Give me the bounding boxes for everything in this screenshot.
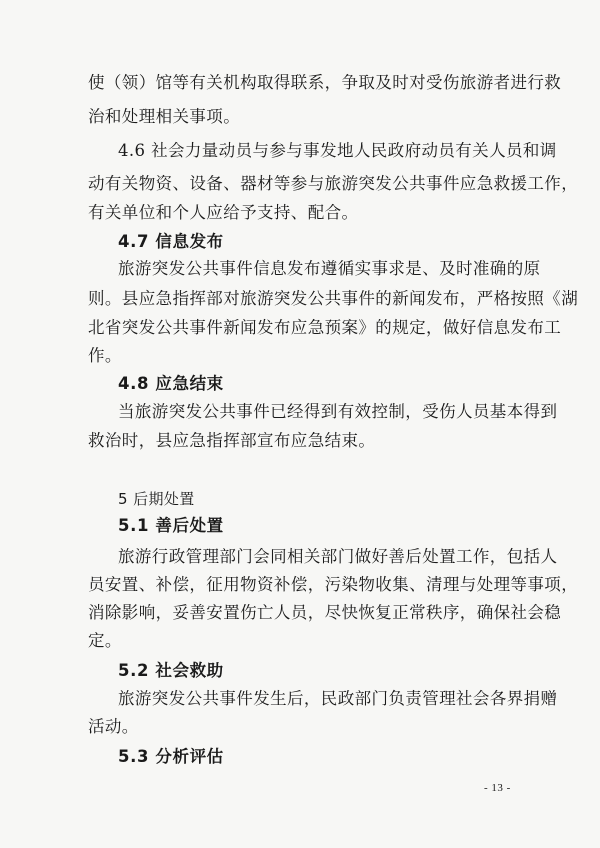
paragraph-line: 旅游突发公共事件信息发布遵循实事求是、及时准确的原: [118, 259, 541, 278]
paragraph-line: 治和处理相关事项。: [88, 107, 241, 126]
paragraph-line: 当旅游突发公共事件已经得到有效控制，受伤人员基本得到: [118, 402, 558, 421]
paragraph-line: 作。: [88, 346, 122, 365]
paragraph-line: 4.6 社会力量动员与参与事发地人民政府动员有关人员和调: [118, 141, 557, 160]
section-heading-4-8: 4.8 应急结束: [118, 374, 224, 393]
paragraph-line: 旅游突发公共事件发生后，民政部门负责管理社会各界捐赠: [118, 689, 558, 708]
paragraph-line: 活动。: [88, 717, 139, 736]
paragraph-line: 定。: [88, 631, 122, 650]
paragraph-line: 消除影响，妥善安置伤亡人员，尽快恢复正常秩序，确保社会稳: [88, 603, 562, 622]
section-heading-5-1: 5.1 善后处置: [118, 516, 224, 535]
section-heading-4-7: 4.7 信息发布: [118, 232, 224, 251]
paragraph-line: 动有关物资、设备、器材等参与旅游突发公共事件应急救援工作，: [88, 174, 579, 193]
paragraph-line: 北省突发公共事件新闻发布应急预案》的规定，做好信息发布工: [88, 318, 562, 337]
paragraph-line: 旅游行政管理部门会同相关部门做好善后处置工作，包括人: [118, 547, 558, 566]
page-number: - 13 -: [484, 782, 511, 794]
paragraph-line: 使（领）馆等有关机构取得联系，争取及时对受伤旅游者进行救: [88, 73, 562, 92]
section-heading-5-3: 5.3 分析评估: [118, 747, 224, 766]
paragraph-line: 有关单位和个人应给予支持、配合。: [88, 203, 359, 222]
paragraph-line: 则。县应急指挥部对旅游突发公共事件的新闻发布，严格按照《湖: [88, 289, 579, 308]
paragraph-line: 救治时，县应急指挥部宣布应急结束。: [88, 431, 376, 450]
section-heading-5-2: 5.2 社会救助: [118, 661, 224, 680]
chapter-heading-5: 5 后期处置: [118, 490, 195, 508]
paragraph-line: 员安置、补偿，征用物资补偿，污染物收集、清理与处理等事项，: [88, 575, 579, 594]
